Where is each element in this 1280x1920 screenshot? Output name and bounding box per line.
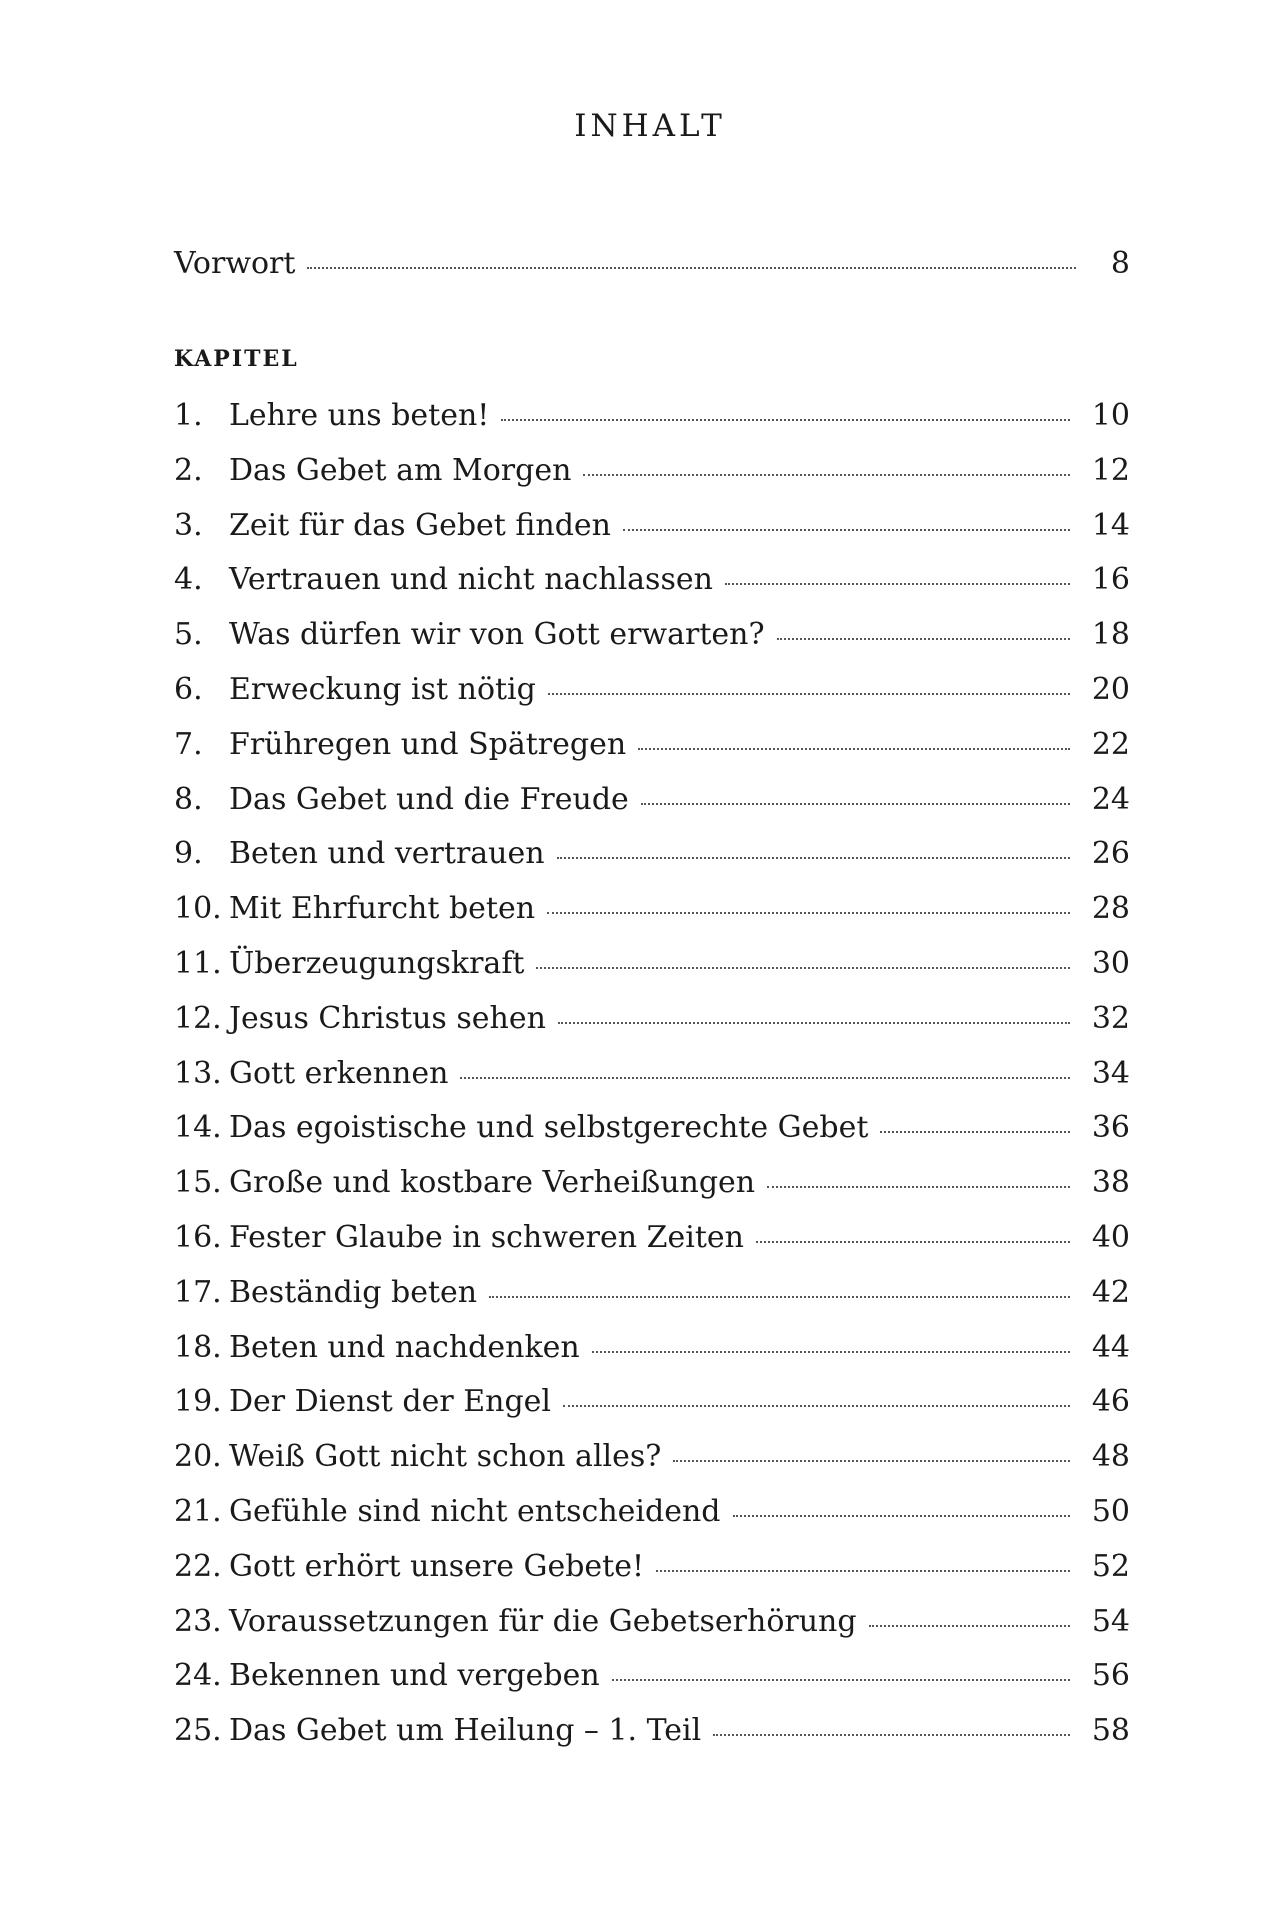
toc-row-chapter [174,1328,1130,1368]
toc-entry-label: Große und kostbare Verheißungen [229,1165,756,1201]
toc-entry-label: Beständig beten [229,1274,478,1310]
toc-row-chapter [174,780,1130,820]
toc-entry-number: 15. [174,1165,222,1201]
toc-entry-number: 12. [174,1000,222,1036]
toc-entry-label: Das egoistische und selbstgerechte Gebet [229,1110,869,1146]
dot-leader [592,1351,1070,1353]
toc-entry-label: Frühregen und Spätregen [229,726,627,762]
toc-entry-number: 20. [174,1439,222,1475]
toc-row-chapter [174,1656,1130,1696]
toc-row-chapter [174,999,1130,1039]
toc-entry-page: 8 [1110,246,1130,281]
section-label: KAPITEL [174,346,299,372]
dot-leader [756,1241,1070,1243]
toc-entry-page: 44 [1091,1329,1130,1365]
toc-entry-number: 18. [174,1329,222,1365]
toc-row-chapter [174,1054,1130,1094]
dot-leader [656,1570,1070,1572]
dot-leader [557,857,1070,859]
toc-entry-number: 25. [174,1713,222,1749]
dot-leader [558,1022,1070,1024]
toc-entry-label: Das Gebet am Morgen [229,452,572,488]
toc-entry-label: Das Gebet und die Freude [229,781,629,817]
toc-row-chapter [174,1108,1130,1148]
dot-leader [638,748,1070,750]
toc-entry-page: 40 [1091,1220,1130,1255]
toc-entry-label: Was dürfen wir von Gott erwarten? [229,617,765,653]
dot-leader [501,419,1069,421]
toc-entry-label: Bekennen und vergeben [229,1658,600,1694]
toc-row-chapter [174,834,1130,874]
dot-leader [641,803,1070,805]
dot-leader [583,474,1069,476]
toc-entry-page: 38 [1091,1165,1130,1201]
toc-row-chapter [174,1437,1130,1477]
toc-row-chapter [174,1492,1130,1532]
toc-entry-page: 52 [1091,1548,1130,1584]
dot-leader [489,1296,1070,1298]
toc-entry-page: 12 [1091,452,1130,488]
toc-entry-number: 3. [174,507,203,543]
toc-entry-page: 48 [1091,1439,1130,1475]
toc-entry-number: 13. [174,1055,222,1091]
dot-leader [563,1405,1070,1407]
toc-entry-page: 58 [1091,1713,1130,1749]
toc-row-chapter [174,396,1130,436]
toc-entry-page: 18 [1091,617,1130,653]
toc-entry-page: 36 [1091,1110,1130,1146]
toc-row-chapter [174,725,1130,765]
dot-leader [725,583,1070,585]
toc-entry-label: Überzeugungskraft [229,946,525,981]
dot-leader [713,1734,1070,1736]
dot-leader [612,1679,1070,1681]
toc-entry-number: 10. [174,891,222,927]
toc-entry-label: Lehre uns beten! [229,398,490,433]
toc-row-preface [174,244,1130,284]
toc-entry-label: Vertrauen und nicht nachlassen [229,562,713,598]
dot-leader [869,1625,1070,1627]
dot-leader [777,638,1070,640]
dot-leader [460,1077,1069,1079]
toc-entry-page: 20 [1091,672,1130,707]
dot-leader [733,1515,1070,1517]
toc-entry-label: Jesus Christus sehen [229,1000,546,1036]
toc-entry-label: Weiß Gott nicht schon alles? [229,1439,662,1475]
toc-entry-label: Mit Ehrfurcht beten [229,891,536,927]
toc-entry-page: 24 [1091,781,1130,817]
dot-leader [623,529,1070,531]
toc-entry-number: 4. [174,562,203,598]
toc-entry-page: 46 [1091,1384,1130,1420]
toc-row-chapter [174,1163,1130,1203]
toc-entry-page: 54 [1091,1603,1130,1639]
toc-entry-label: Der Dienst der Engel [229,1384,552,1420]
toc-row-chapter [174,451,1130,491]
dot-leader [536,967,1069,969]
toc-entry-number: 1. [174,398,203,433]
dot-leader [880,1131,1069,1133]
toc-entry-page: 50 [1091,1494,1130,1529]
toc-entry-label: Erweckung ist nötig [229,672,536,707]
dot-leader [307,267,1076,269]
toc-entry-page: 32 [1091,1000,1130,1036]
toc-entry-page: 22 [1091,726,1130,762]
toc-entry-number: 17. [174,1274,222,1310]
toc-row-chapter [174,1382,1130,1422]
toc-row-chapter [174,1218,1130,1258]
toc-entry-page: 56 [1091,1658,1130,1694]
dot-leader [548,693,1070,695]
toc-row-chapter [174,560,1130,600]
toc-entry-page: 42 [1091,1274,1130,1310]
toc-entry-number: 11. [174,946,222,981]
toc-entry-label: Beten und nachdenken [229,1329,580,1365]
toc-entry-page: 26 [1091,836,1130,872]
toc-entry-number: 9. [174,836,203,872]
dot-leader [547,912,1070,914]
toc-entry-page: 34 [1091,1055,1130,1091]
toc-entry-number: 2. [174,452,203,488]
dot-leader [767,1186,1070,1188]
toc-row-chapter [174,889,1130,929]
toc-entry-number: 24. [174,1658,222,1694]
dot-leader [673,1460,1069,1462]
toc-entry-number: 23. [174,1603,222,1639]
toc-entry-page: 14 [1091,507,1130,543]
toc-row-chapter [174,615,1130,655]
toc-entry-page: 28 [1091,891,1130,927]
toc-entry-label: Fester Glaube in schweren Zeiten [229,1220,744,1255]
toc-entry-label: Gott erhört unsere Gebete! [229,1548,645,1584]
toc-row-chapter [174,1711,1130,1751]
page-title: INHALT [574,108,726,144]
toc-entry-number: 6. [174,672,203,707]
toc-entry-label: Beten und vertrauen [229,836,545,872]
toc-row-chapter [174,670,1130,710]
toc-entry-label: Zeit für das Gebet finden [229,507,611,543]
toc-entry-label: Vorwort [174,246,296,281]
toc-entry-number: 14. [174,1110,222,1146]
toc-row-chapter [174,1602,1130,1642]
toc-entry-label: Das Gebet um Heilung – 1. Teil [229,1713,702,1749]
toc-entry-number: 5. [174,617,203,653]
toc-entry-number: 16. [174,1220,222,1255]
toc-entry-page: 30 [1091,946,1130,981]
toc-entry-page: 10 [1091,398,1130,433]
toc-row-chapter [174,1273,1130,1313]
toc-row-chapter [174,506,1130,546]
toc-entry-label: Gefühle sind nicht entscheidend [229,1494,721,1529]
toc-entry-number: 8. [174,781,203,817]
toc-row-chapter [174,944,1130,984]
toc-entry-label: Voraussetzungen für die Gebetserhörung [229,1603,857,1639]
toc-row-chapter [174,1547,1130,1587]
toc-entry-number: 7. [174,726,203,762]
toc-entry-number: 22. [174,1548,222,1584]
toc-entry-number: 21. [174,1494,222,1529]
toc-entry-page: 16 [1091,562,1130,598]
toc-entry-label: Gott erkennen [229,1055,449,1091]
toc-entry-number: 19. [174,1384,222,1420]
